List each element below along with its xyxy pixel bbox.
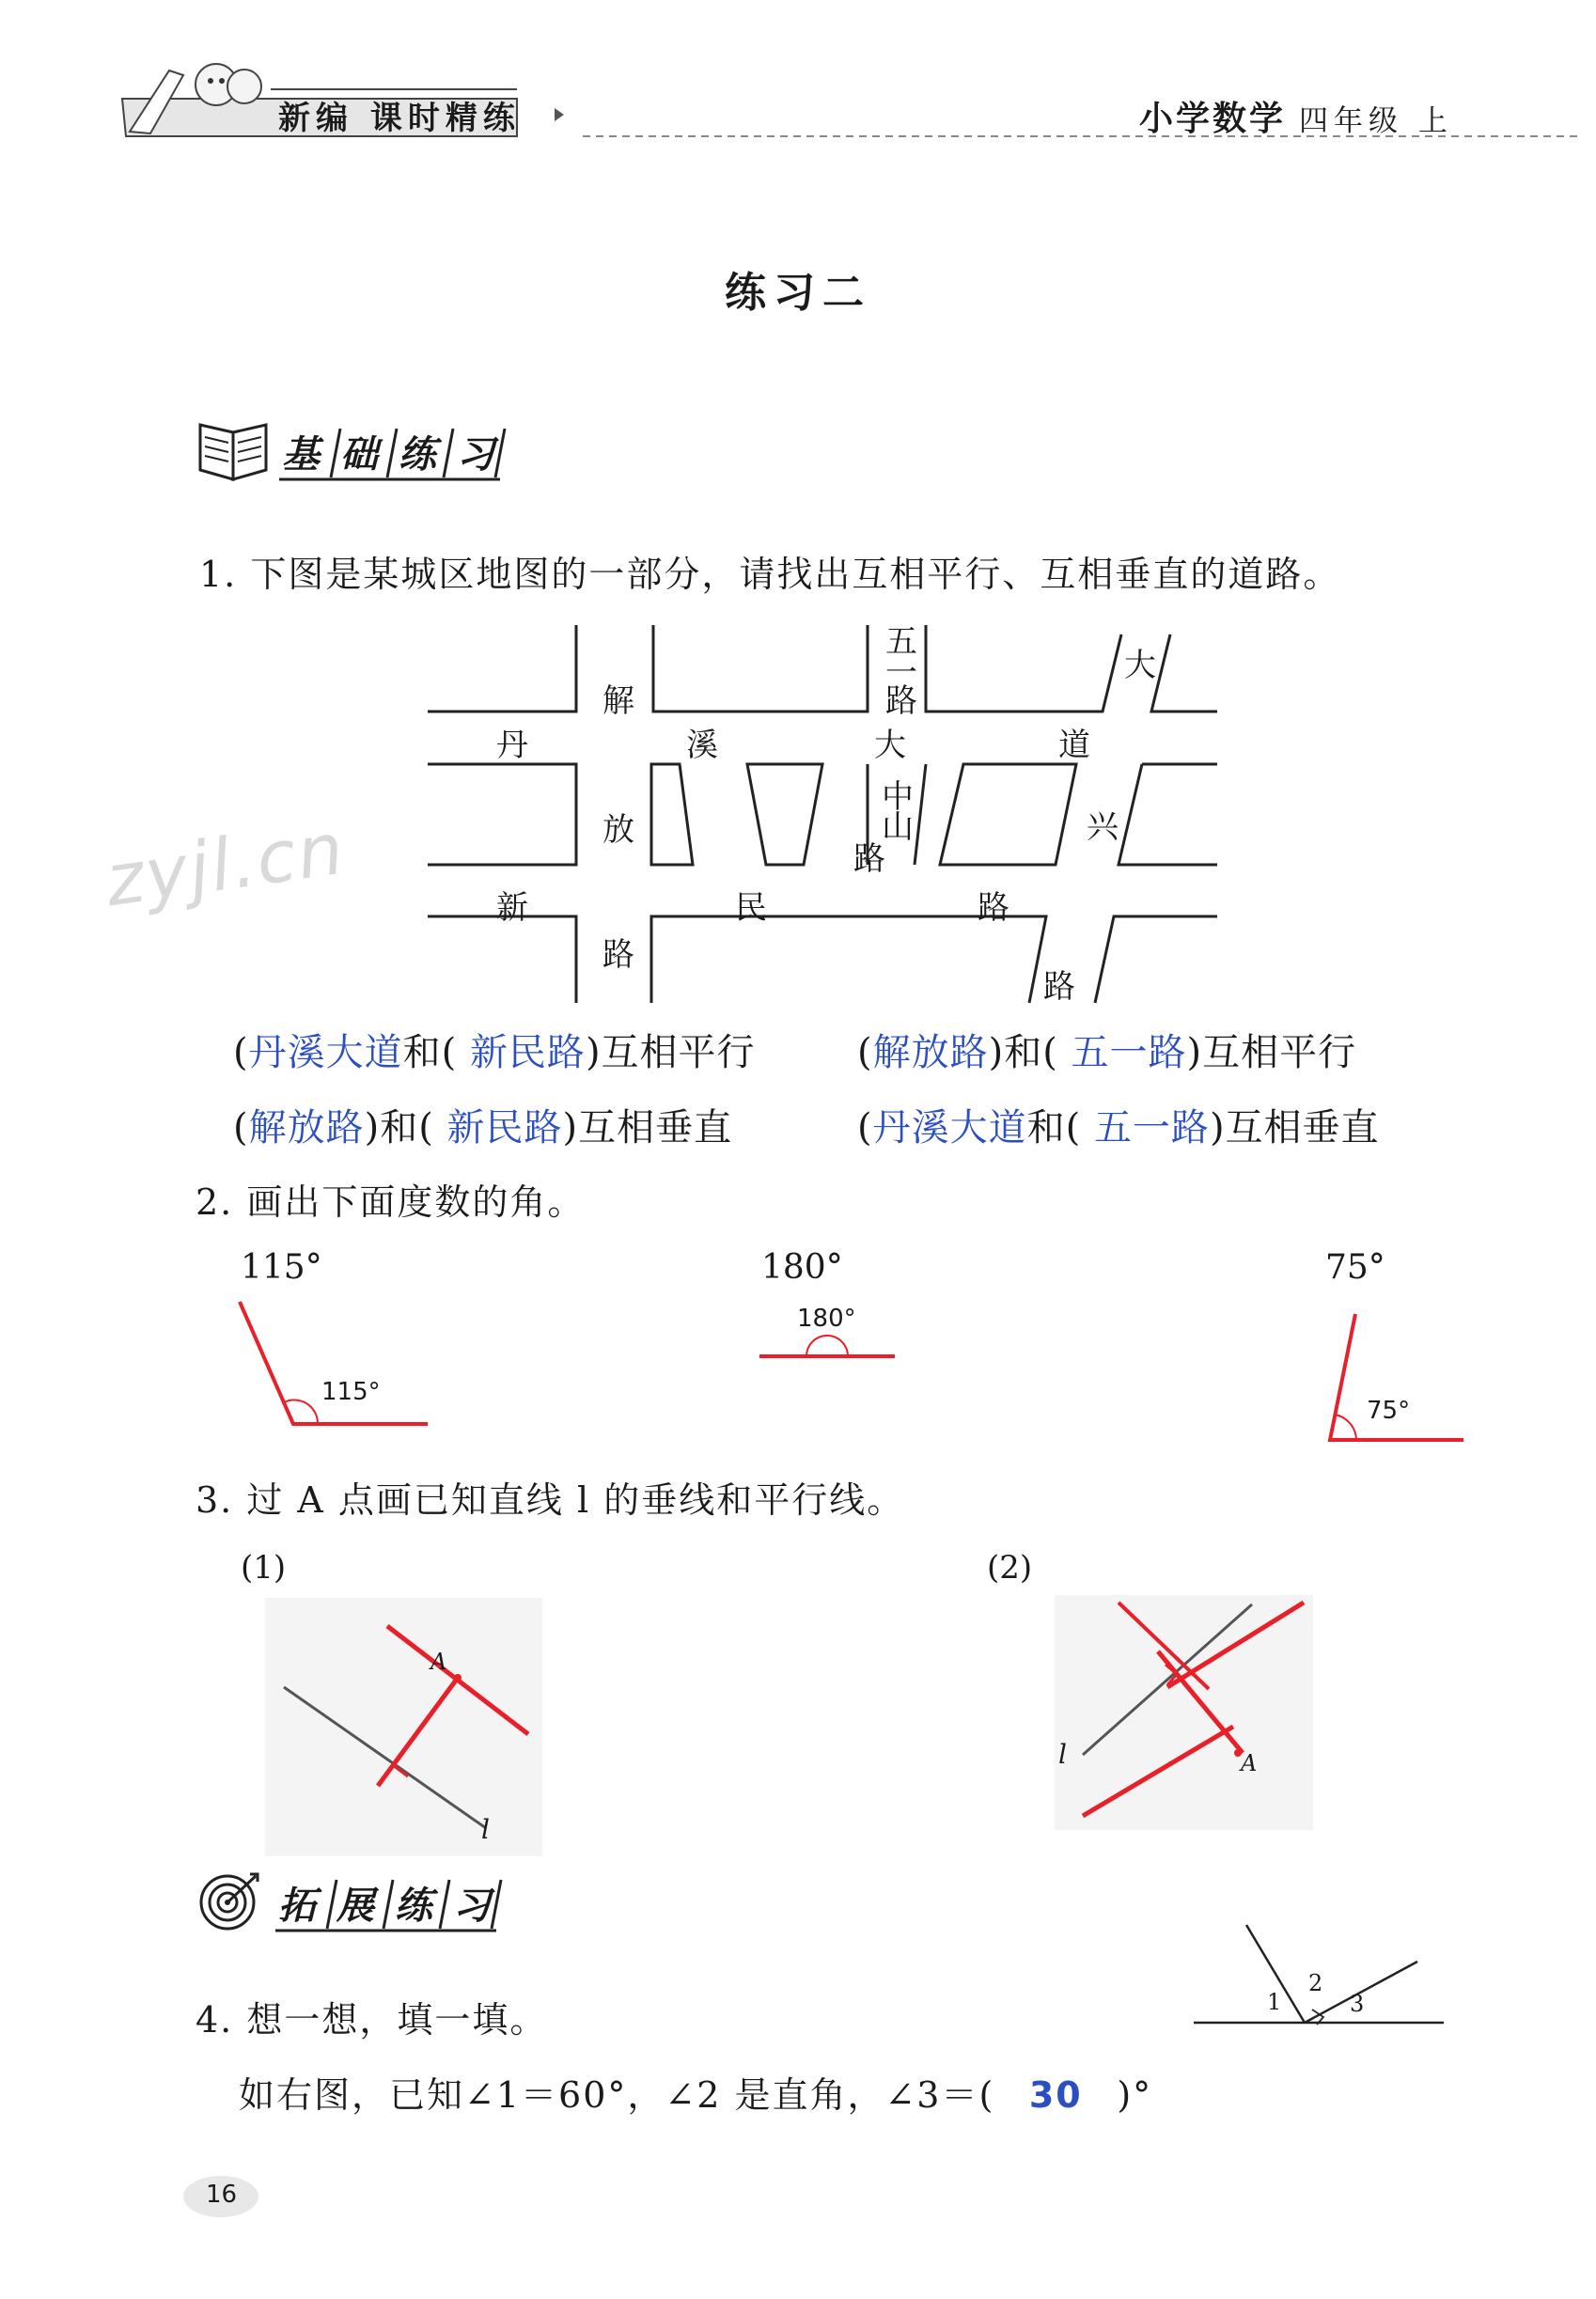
q4-label-3: 3 (1350, 1991, 1365, 2017)
answer-2d: 五一路 (1093, 1106, 1210, 1150)
map-label-xing: 兴 (1087, 808, 1119, 846)
answer-1c: 解放路 (872, 1031, 989, 1074)
map-label-da: 大 (874, 727, 906, 764)
map-label-lu2: 路 (978, 889, 1009, 927)
angle-label-180: 180° (761, 1248, 843, 1287)
arrow-icon (555, 108, 564, 121)
map-label-yi: 一 (885, 654, 917, 692)
answer-angle-3: 30 (1028, 2074, 1083, 2116)
question-3: 3. 过 A 点画已知直线 l 的垂线和平行线。 (196, 1479, 905, 1521)
angle-115-mark: 115° (321, 1378, 381, 1406)
target-icon (196, 1869, 266, 1932)
answer-row-1: (丹溪大道和( 新民路)互相平行 (233, 1031, 756, 1074)
answer-row-2: (解放路)和( 新民路)互相垂直 (233, 1106, 733, 1150)
q3-part-2: (2) (987, 1549, 1033, 1587)
map-label-lu5: 路 (1043, 968, 1075, 1006)
grade-label: 四年级 上 (1299, 104, 1453, 138)
map-label-dan: 丹 (496, 727, 528, 764)
q4-label-1: 1 (1267, 1989, 1282, 2015)
answer-1b: 新民路 (469, 1031, 586, 1074)
q3-figure-1 (265, 1598, 542, 1856)
q3-fig2-point-a: A (1241, 1750, 1258, 1776)
map-label-dao: 道 (1058, 727, 1090, 764)
angle-75-mark: 75° (1367, 1397, 1411, 1425)
map-label-jie: 解 (602, 682, 634, 720)
map-label-xin: 新 (496, 889, 528, 927)
q3-part-1: (1) (241, 1549, 287, 1587)
q3-figure-2 (1055, 1595, 1313, 1830)
map-label-shan: 山 (882, 808, 914, 846)
q4-label-2: 2 (1308, 1970, 1323, 1996)
map-label-fang: 放 (602, 811, 634, 849)
angle-label-75: 75° (1325, 1248, 1385, 1287)
answer-row-1-right: (解放路)和( 五一路)互相平行 (857, 1031, 1357, 1074)
map-label-min: 民 (735, 889, 767, 927)
angle-label-115: 115° (241, 1248, 322, 1287)
map-label-da2: 大 (1124, 647, 1156, 684)
series-title: 新编 课时精练 (278, 100, 521, 137)
angle-180-mark: 180° (797, 1305, 856, 1333)
page-title: 练习二 (725, 269, 871, 317)
map-label-wu: 五 (885, 623, 917, 661)
question-4: 4. 想一想，填一填。 (196, 1999, 548, 2041)
answer-2b: 新民路 (446, 1106, 563, 1150)
answer-1a: 丹溪大道 (248, 1031, 403, 1074)
question-1: 1. 下图是某城区地图的一部分，请找出互相平行、互相垂直的道路。 (199, 554, 1341, 595)
answer-1d: 五一路 (1071, 1031, 1187, 1074)
watermark: zyjl.cn (101, 805, 351, 923)
map-label-lu1: 路 (602, 936, 634, 974)
open-book-icon (196, 414, 280, 489)
map-label-lu3: 路 (885, 682, 917, 720)
section-ext-title: 拓展练习 (278, 1885, 511, 1928)
angle-75-drawing (1321, 1306, 1471, 1447)
answer-2c: 丹溪大道 (872, 1106, 1027, 1150)
angle-115-drawing (226, 1288, 442, 1429)
map-label-lu4: 路 (853, 840, 885, 878)
question-2: 2. 画出下面度数的角。 (196, 1181, 586, 1223)
q4-figure (1192, 1908, 1455, 2030)
map-label-xi: 溪 (686, 727, 718, 764)
q3-fig1-line-l: l (481, 1814, 490, 1845)
page-number: 16 (206, 2181, 238, 2209)
question-4-line2: 如右图，已知∠1＝60°，∠2 是直角，∠3＝( 30 )° (239, 2074, 1153, 2116)
map-label-zhong: 中 (882, 778, 914, 816)
section-basic-title: 基础练习 (282, 433, 515, 477)
q3-fig2-line-l: l (1058, 1739, 1067, 1770)
answer-row-2-right: (丹溪大道和( 五一路)互相垂直 (857, 1106, 1380, 1150)
answer-2a: 解放路 (248, 1106, 365, 1150)
subject-title: 小学数学 (1139, 99, 1287, 138)
q3-fig1-point-a: A (430, 1649, 447, 1675)
